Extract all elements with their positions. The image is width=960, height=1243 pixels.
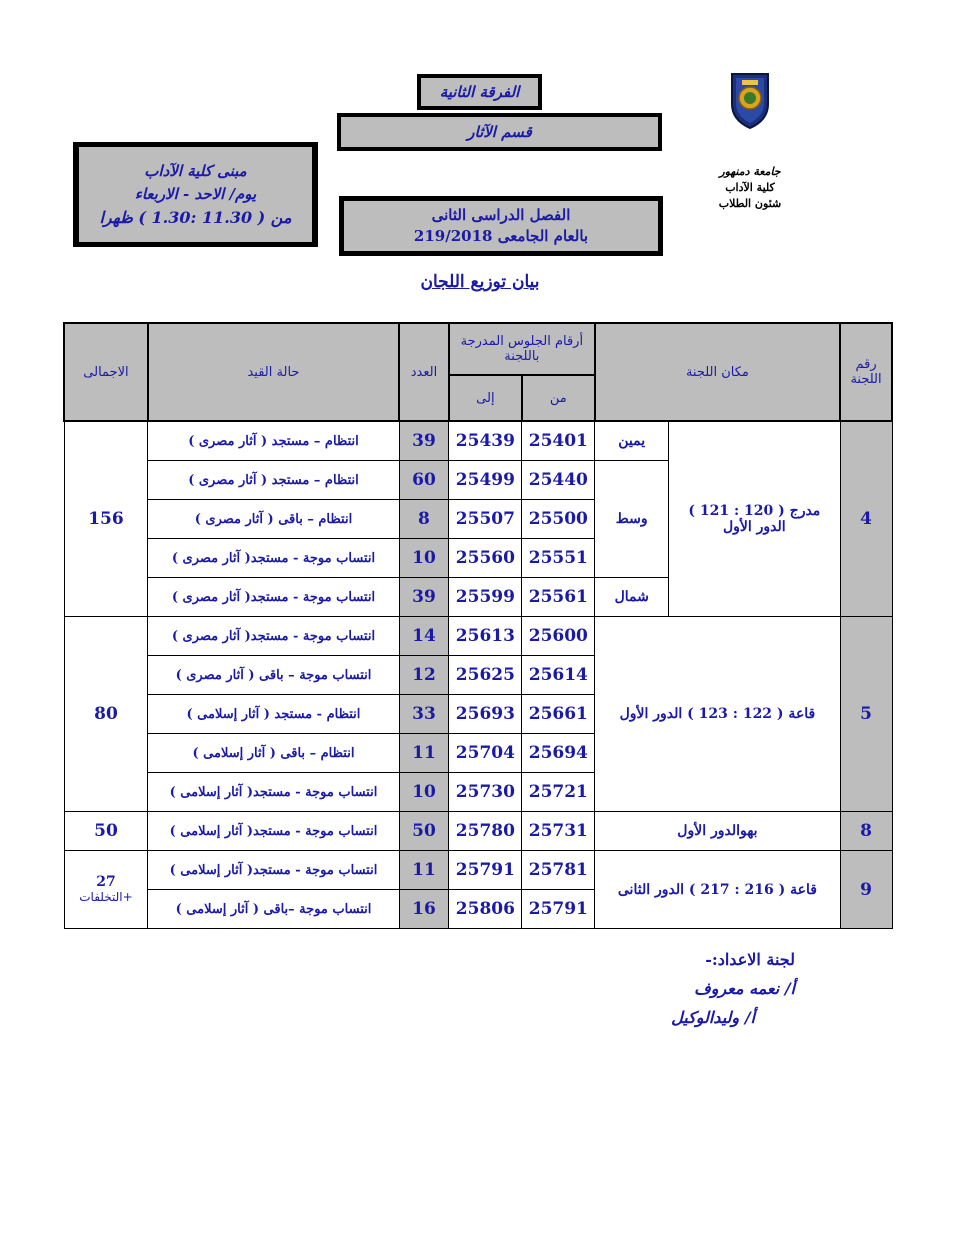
seat-from: 25551: [522, 539, 595, 578]
seat-to: 25560: [449, 539, 522, 578]
affairs-name: شئون الطلاب: [718, 197, 782, 210]
grade-box: [417, 74, 542, 110]
status: انتساب موجة - مستجد( آثار مصرى ): [148, 578, 399, 617]
count: 60: [399, 461, 449, 500]
term-label: الفصل الدراسى الثانى: [431, 206, 571, 224]
seat-to: 25599: [449, 578, 522, 617]
department-label: قسم الآثار: [341, 117, 658, 147]
seat-to: 25693: [449, 695, 522, 734]
seat-from: 25600: [522, 617, 595, 656]
seat-to: 25507: [449, 500, 522, 539]
building-box: [73, 142, 318, 247]
count: 14: [399, 617, 449, 656]
seat-from: 25661: [522, 695, 595, 734]
preparation-member-1: أ/ نعمه معروف: [694, 979, 795, 998]
committee-no: 8: [840, 812, 892, 851]
count: 12: [399, 656, 449, 695]
committee-no: 5: [840, 617, 892, 812]
seat-to: 25439: [449, 421, 522, 461]
year-label: بالعام الجامعى 219/2018: [413, 227, 589, 245]
table-row: [64, 617, 892, 656]
department-box: [337, 113, 662, 151]
status: انتساب موجة - مستجد( آثار إسلامى ): [148, 812, 399, 851]
side-label: يمين: [595, 421, 669, 461]
status: انتساب موجة –باقى ( آثار إسلامى ): [148, 890, 399, 929]
committee-place: مدرج ( 120 : 121 ) الدور الأول: [669, 421, 840, 617]
term-box: [339, 196, 663, 256]
committee-no: 4: [840, 421, 892, 617]
seat-to: 25499: [449, 461, 522, 500]
header-to: إلى: [449, 375, 522, 421]
status: انتظام – مستجد ( آثار مصرى ): [148, 461, 399, 500]
group-total: 50: [64, 812, 148, 851]
side-label: شمال: [595, 578, 669, 617]
header-place: مكان اللجنة: [595, 323, 840, 421]
seat-to: 25780: [449, 812, 522, 851]
status: انتساب موجة – باقى ( آثار مصرى ): [148, 656, 399, 695]
days-label: يوم/ الاحد - الاربعاء: [134, 185, 257, 203]
seat-from: 25401: [522, 421, 595, 461]
header-from: من: [522, 375, 595, 421]
count: 10: [399, 773, 449, 812]
count: 11: [399, 734, 449, 773]
status: انتساب موجة - مستجد( آثار مصرى ): [148, 617, 399, 656]
seat-from: 25721: [522, 773, 595, 812]
count: 33: [399, 695, 449, 734]
status: انتظام - مستجد ( آثار إسلامى ): [148, 695, 399, 734]
count: 39: [399, 578, 449, 617]
header-seat-numbers: أرقام الجلوس المدرجة باللجنة: [449, 323, 595, 375]
preparation-member-2: أ/ وليدالوكيل: [671, 1008, 755, 1027]
count: 16: [399, 890, 449, 929]
committee-table: [63, 322, 893, 929]
preparation-label: لجنة الاعداد:-: [705, 950, 795, 969]
seat-from: 25440: [522, 461, 595, 500]
committee-place: بهوالدور الأول: [595, 812, 840, 851]
page-title: بيان توزيع اللجان: [420, 272, 540, 292]
seat-from: 25781: [522, 851, 595, 890]
seat-from: 25694: [522, 734, 595, 773]
seat-from: 25561: [522, 578, 595, 617]
table-row: [64, 421, 892, 461]
seat-to: 25625: [449, 656, 522, 695]
grade-label: الفرقة الثانية: [421, 78, 538, 106]
seat-from: 25791: [522, 890, 595, 929]
count: 11: [399, 851, 449, 890]
committee-no: 9: [840, 851, 892, 929]
count: 10: [399, 539, 449, 578]
seat-to: 25730: [449, 773, 522, 812]
group-total-note: +التخلفات: [79, 889, 133, 904]
status: انتساب موجة - مستجد( آثار إسلامى ): [148, 851, 399, 890]
count: 8: [399, 500, 449, 539]
table-row: [64, 851, 892, 890]
seat-to: 25613: [449, 617, 522, 656]
seat-to: 25791: [449, 851, 522, 890]
status: انتساب موجة - مستجد( آثار إسلامى ): [148, 773, 399, 812]
status: انتظام – مستجد ( آثار مصرى ): [148, 421, 399, 461]
table-row: [64, 812, 892, 851]
header-total: الاجمالى: [64, 323, 148, 421]
status: انتظام – باقى ( آثار إسلامى ): [148, 734, 399, 773]
seat-from: 25731: [522, 812, 595, 851]
header-count: العدد: [399, 323, 449, 421]
committee-place: قاعة ( 216 : 217 ) الدور الثانى: [595, 851, 840, 929]
group-total: 80: [64, 617, 148, 812]
seat-from: 25614: [522, 656, 595, 695]
status: انتظام – باقى ( آثار مصرى ): [148, 500, 399, 539]
preparation-committee: [650, 945, 795, 1032]
group-total: 27: [96, 873, 116, 890]
seat-to: 25806: [449, 890, 522, 929]
count: 39: [399, 421, 449, 461]
group-total: 156: [64, 421, 148, 617]
committee-place: قاعة ( 122 : 123 ) الدور الأول: [595, 617, 840, 812]
side-label: وسط: [595, 461, 669, 578]
seat-to: 25704: [449, 734, 522, 773]
status: انتساب موجة - مستجد( آثار مصرى ): [148, 539, 399, 578]
time-label: من ( 11.30 :1.30 ) ظهرا: [99, 208, 292, 227]
count: 50: [399, 812, 449, 851]
seat-from: 25500: [522, 500, 595, 539]
faculty-name: كلية الآداب: [725, 181, 775, 194]
building-label: مبنى كلية الآداب: [144, 162, 247, 180]
header-committee-no: رقم اللجنة: [840, 323, 892, 421]
group-total-cell: [64, 851, 148, 929]
header-status: حالة القيد: [148, 323, 399, 421]
university-name: جامعة دمنهور: [719, 165, 781, 178]
university-logo-icon: [728, 70, 772, 130]
